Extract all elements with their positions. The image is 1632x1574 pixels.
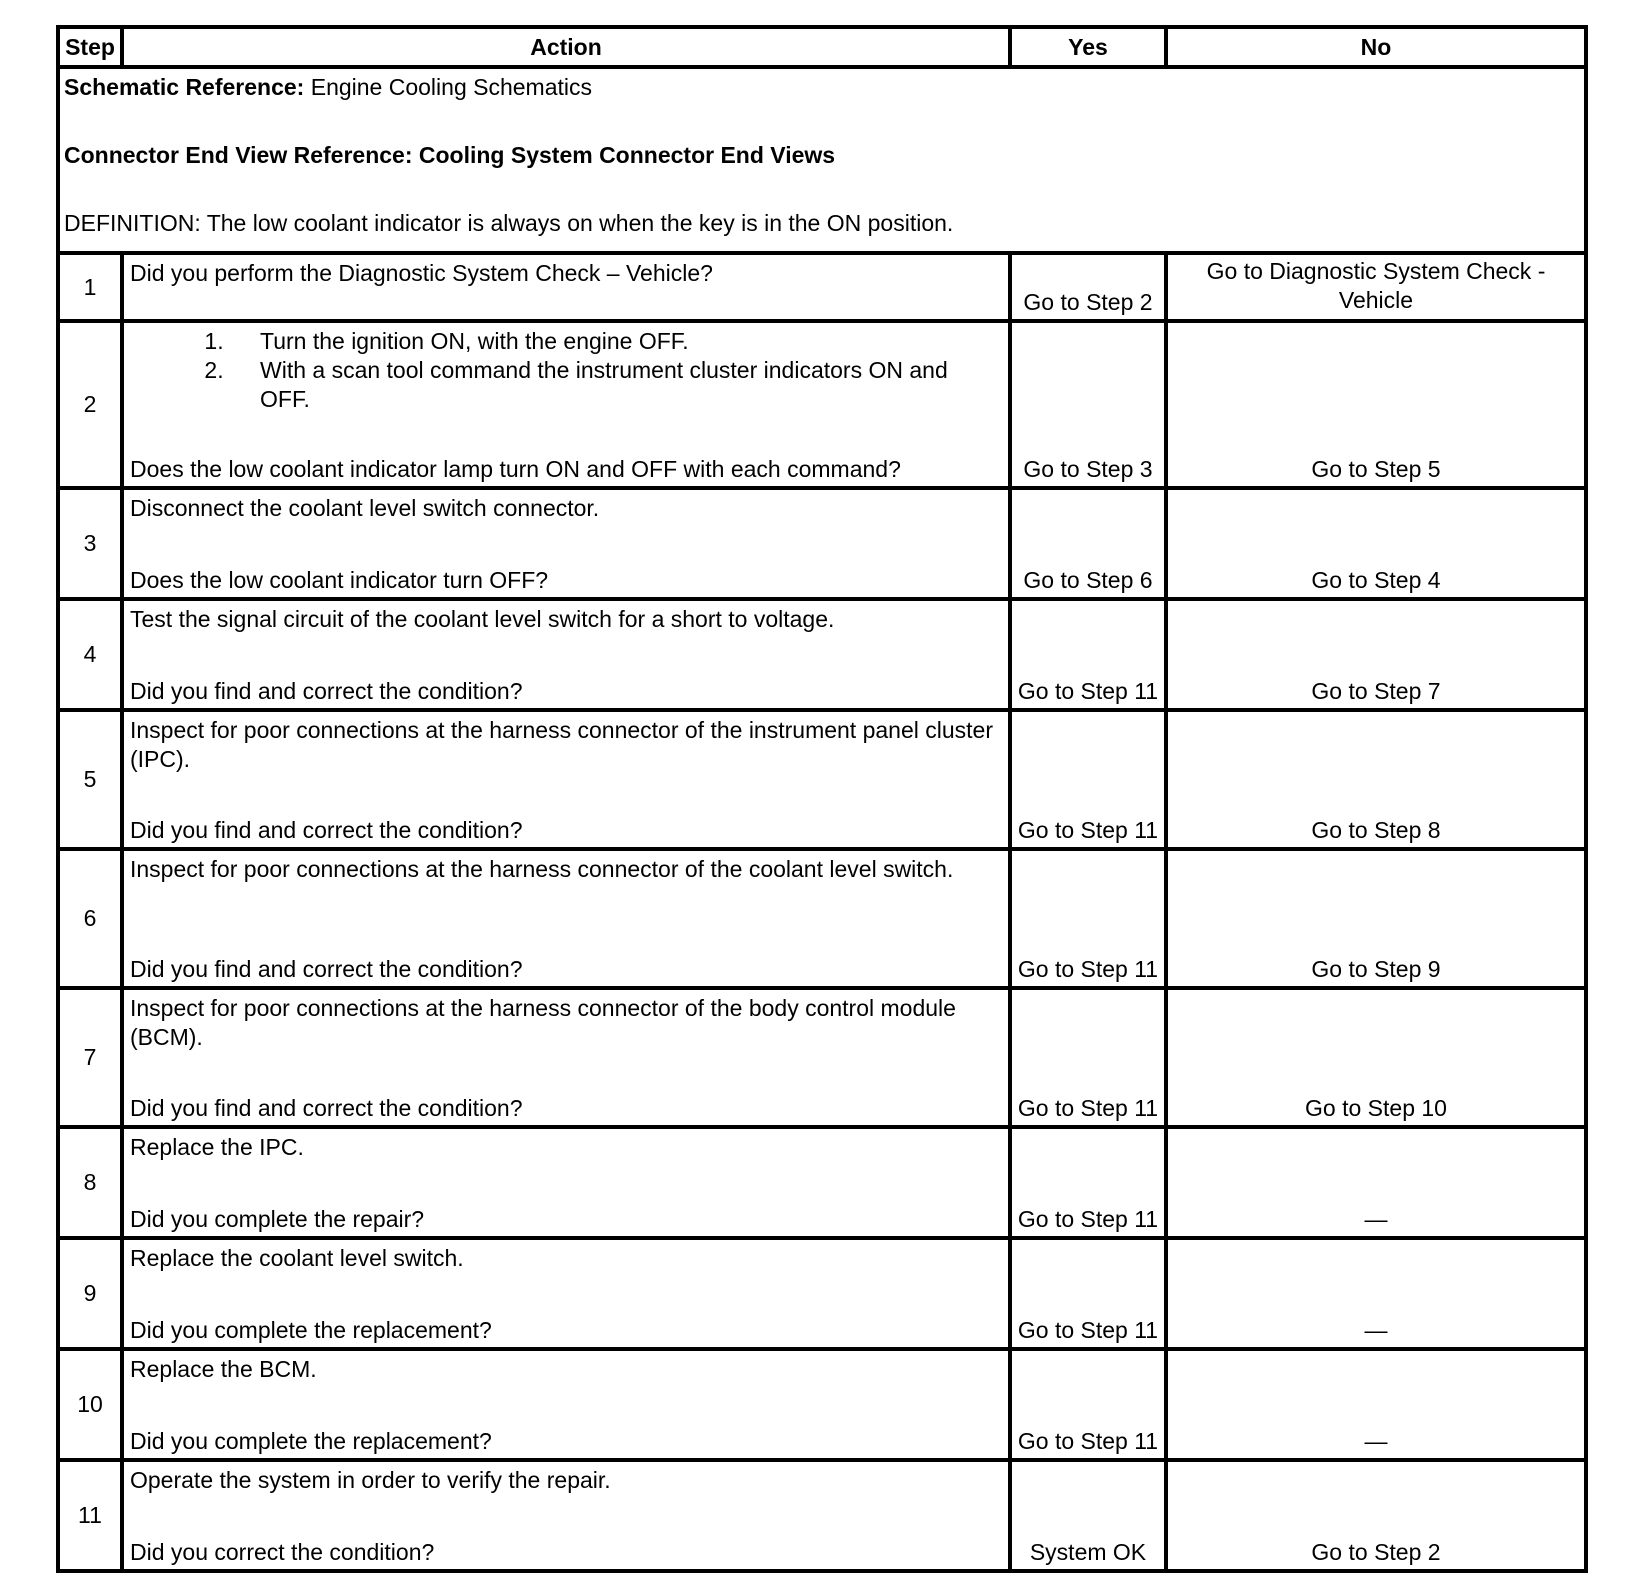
yes-outcome: Go to Step 11 — [1010, 710, 1166, 849]
step-question: Did you find and correct the condition? — [130, 956, 523, 982]
step-number: 3 — [58, 488, 122, 599]
step-question: Did you complete the replacement? — [130, 1317, 492, 1343]
table-row — [58, 599, 1586, 710]
step-question: Did you correct the condition? — [130, 1539, 435, 1565]
table-row — [58, 253, 1586, 321]
table-row — [58, 488, 1586, 599]
step-question: Did you complete the repair? — [130, 1206, 425, 1232]
step-action — [122, 1460, 1010, 1571]
no-outcome: — — [1166, 1349, 1586, 1460]
step-number: 11 — [58, 1460, 122, 1571]
no-outcome: Go to Step 8 — [1166, 710, 1586, 849]
step-number: 5 — [58, 710, 122, 849]
reference-row — [58, 67, 1586, 253]
step-question: Did you find and correct the condition? — [130, 817, 523, 843]
step-number: 4 — [58, 599, 122, 710]
step-instruction: Replace the BCM. — [130, 1356, 317, 1382]
step-action: Did you perform the Diagnostic System Check – Vehicle? — [122, 253, 1010, 321]
header-step: Step — [58, 27, 122, 67]
yes-outcome: Go to Step 11 — [1010, 1349, 1166, 1460]
step-action — [122, 849, 1010, 988]
step-question: Does the low coolant indicator turn OFF? — [130, 567, 549, 593]
schematic-reference-value: Engine Cooling Schematics — [304, 74, 593, 100]
no-outcome: Go to Step 10 — [1166, 988, 1586, 1127]
yes-outcome: Go to Step 3 — [1010, 321, 1166, 488]
diagnostic-page — [56, 25, 1588, 1573]
list-item: 1. Turn the ignition ON, with the engine OFF. — [230, 327, 1002, 356]
no-outcome: Go to Step 2 — [1166, 1460, 1586, 1571]
no-outcome: — — [1166, 1238, 1586, 1349]
yes-outcome: Go to Step 11 — [1010, 988, 1166, 1127]
step-action — [122, 488, 1010, 599]
step-instruction: Inspect for poor connections at the harness connector of the body control module (BCM). — [130, 995, 956, 1050]
header-action: Action — [122, 27, 1010, 67]
table-row — [58, 849, 1586, 988]
step-action — [122, 988, 1010, 1127]
step-instruction: Replace the IPC. — [130, 1134, 304, 1160]
step-question: Does the low coolant indicator lamp turn ON and OFF with each command? — [130, 456, 901, 482]
yes-outcome: Go to Step 11 — [1010, 1238, 1166, 1349]
step-action — [122, 321, 1010, 488]
no-outcome: — — [1166, 1127, 1586, 1238]
no-outcome: Go to Diagnostic System Check - Vehicle — [1166, 253, 1586, 321]
table-row — [58, 321, 1586, 488]
step-instruction: Operate the system in order to verify the repair. — [130, 1467, 611, 1493]
step-instruction: Test the signal circuit of the coolant level switch for a short to voltage. — [130, 606, 835, 632]
table-row — [58, 1349, 1586, 1460]
no-outcome: Go to Step 7 — [1166, 599, 1586, 710]
step-number: 2 — [58, 321, 122, 488]
schematic-reference-label: Schematic Reference: — [64, 74, 305, 100]
yes-outcome: Go to Step 11 — [1010, 599, 1166, 710]
diagnostic-table — [56, 25, 1588, 1573]
step-instruction-list — [130, 327, 1002, 414]
no-outcome: Go to Step 4 — [1166, 488, 1586, 599]
no-outcome: Go to Step 5 — [1166, 321, 1586, 488]
step-instruction: Inspect for poor connections at the harness connector of the instrument panel cluster (IPC). — [130, 717, 993, 772]
table-row — [58, 1127, 1586, 1238]
step-question: Did you find and correct the condition? — [130, 678, 523, 704]
step-action — [122, 599, 1010, 710]
yes-outcome: Go to Step 6 — [1010, 488, 1166, 599]
step-number: 6 — [58, 849, 122, 988]
table-header-row — [58, 27, 1586, 67]
yes-outcome: Go to Step 11 — [1010, 849, 1166, 988]
step-instruction: Disconnect the coolant level switch connector. — [130, 495, 600, 521]
yes-outcome: System OK — [1010, 1460, 1166, 1571]
step-action — [122, 1238, 1010, 1349]
schematic-reference — [64, 73, 1580, 102]
table-row — [58, 988, 1586, 1127]
list-item: 2. With a scan tool command the instrument cluster indicators ON and OFF. — [230, 356, 1002, 414]
step-number: 9 — [58, 1238, 122, 1349]
step-action — [122, 1127, 1010, 1238]
step-question: Did you complete the replacement? — [130, 1428, 492, 1454]
step-number: 8 — [58, 1127, 122, 1238]
step-number: 10 — [58, 1349, 122, 1460]
header-yes: Yes — [1010, 27, 1166, 67]
connector-reference: Connector End View Reference: Cooling System Connector End Views — [64, 142, 836, 168]
step-instruction: Inspect for poor connections at the harness connector of the coolant level switch. — [130, 856, 954, 882]
step-question: Did you find and correct the condition? — [130, 1095, 523, 1121]
yes-outcome: Go to Step 11 — [1010, 1127, 1166, 1238]
step-action — [122, 1349, 1010, 1460]
header-no: No — [1166, 27, 1586, 67]
step-action — [122, 710, 1010, 849]
yes-outcome: Go to Step 2 — [1010, 253, 1166, 321]
table-row — [58, 1238, 1586, 1349]
no-outcome: Go to Step 9 — [1166, 849, 1586, 988]
reference-cell — [58, 67, 1586, 253]
step-instruction: Replace the coolant level switch. — [130, 1245, 464, 1271]
step-number: 7 — [58, 988, 122, 1127]
step-number: 1 — [58, 253, 122, 321]
definition: DEFINITION: The low coolant indicator is always on when the key is in the ON position. — [64, 210, 954, 236]
table-row — [58, 1460, 1586, 1571]
table-row — [58, 710, 1586, 849]
